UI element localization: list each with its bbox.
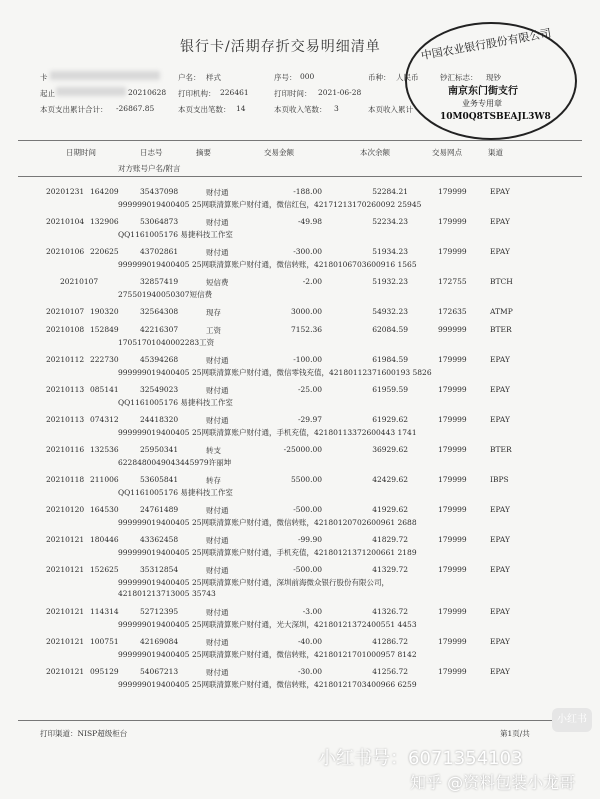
row-log-number: 52712395 [140,607,179,616]
row-summary: 转支 [206,446,221,455]
row-counterparty: 999999019400405 25网联清算账户财付通，微信转账，42180106703600916 1565 [118,260,417,269]
row-summary: 财付通 [206,188,229,197]
row-log-number: 42169084 [140,637,179,646]
print-org-label: 打印机构： [178,89,216,98]
row-channel: EPAY [490,355,510,364]
row-time: 085141 [90,385,119,394]
row-date: 20210121 [46,637,85,646]
row-log-number: 53605841 [140,475,179,484]
row-counterparty: 999999019400405 25网联清算账户财付通，微信红包，42171213170260092 25945 [118,200,422,209]
row-date: 20210107 [46,307,85,316]
row-time: 190320 [90,307,119,316]
row-counterparty: 999999019400405 25网联清算账户财付通，光大深圳，42180121372400551 4453 [118,620,417,629]
income-count-value: 3 [334,104,339,113]
row-amount: -25000.00 [283,445,322,454]
row-balance: 51932.23 [372,277,408,286]
total-value: -26867.85 [116,104,155,113]
income-total-label: 本页收入累计 [368,105,413,114]
row-log-number: 32549023 [140,385,179,394]
row-balance: 41829.72 [372,535,408,544]
row-log-number: 42216307 [140,325,179,334]
print-time-value: 2021-06-28 [318,88,362,97]
row-date: 20201231 [46,187,85,196]
row-amount: 7152.36 [290,325,322,334]
row-time: 132536 [90,445,119,454]
row-branch: 179999 [438,565,467,574]
row-balance: 51934.23 [372,247,408,256]
row-branch: 179999 [438,667,467,676]
row-amount: -2.00 [302,277,322,286]
row-balance: 61984.59 [372,355,408,364]
row-log-number: 24761489 [140,505,179,514]
col-summary: 摘要 [196,148,211,157]
table-bottom-rule [18,720,582,721]
row-date: 20210108 [46,325,85,334]
row-date: 20210121 [46,535,85,544]
row-channel: EPAY [490,505,510,514]
row-branch: 179999 [438,505,467,514]
row-summary: 财付通 [206,506,229,515]
row-summary: 财付通 [206,608,229,617]
row-channel: EPAY [490,385,510,394]
row-log-number: 32857419 [140,277,179,286]
row-channel: EPAY [490,247,510,256]
row-channel: EPAY [490,637,510,646]
row-channel: EPAY [490,607,510,616]
row-amount: -25.00 [297,385,322,394]
row-balance: 52284.21 [372,187,408,196]
row-amount: -49.98 [297,217,322,226]
row-balance: 42429.62 [372,475,408,484]
row-summary: 财付通 [206,638,229,647]
seal-bank-name: 中国农业银行股份有限公司 [419,26,553,63]
row-channel: EPAY [490,535,510,544]
row-summary: 财付通 [206,536,229,545]
row-counterparty: 999999019400405 25网联清算账户财付通，微信转账，42180121701000957 8142 [118,650,417,659]
period-end: 20210628 [128,88,167,97]
redacted-period-start [56,87,126,96]
row-summary: 财付通 [206,566,229,575]
row-balance: 41326.72 [372,607,408,616]
seq-label: 序号： [274,73,297,82]
row-balance: 36929.62 [372,445,408,454]
col-counterparty: 对方账号户名/附言 [118,164,181,173]
row-counterparty: 6228480049043445979许丽坤 [118,458,232,467]
row-time: 132906 [90,217,119,226]
row-summary: 财付通 [206,668,229,677]
row-amount: -30.00 [297,667,322,676]
col-amount: 交易金额 [264,148,294,157]
row-date: 20210121 [46,667,85,676]
row-log-number: 43702861 [140,247,179,256]
count-label: 本页支出笔数： [178,105,231,114]
row-time: 152625 [90,565,119,574]
row-time: 222730 [90,355,119,364]
watermark-xiaohongshu: 小红书号：6071354103 [318,748,523,769]
row-counterparty: QQ1161005176 易捷科技工作室 [118,488,233,497]
row-branch: 179999 [438,475,467,484]
row-channel: ATMP [490,307,513,316]
row-balance: 41256.72 [372,667,408,676]
row-log-number: 25950341 [140,445,179,454]
row-date: 20210106 [46,247,85,256]
row-balance: 41929.62 [372,505,408,514]
row-amount: -40.00 [297,637,322,646]
row-summary: 短信费 [206,278,229,287]
row-date: 20210118 [46,475,85,484]
row-date: 20210121 [46,565,85,574]
row-branch: 179999 [438,187,467,196]
row-counterparty: 999999019400405 25网联清算账户财付通，微信零钱充值，42180112371600193 5826 [118,368,432,377]
row-amount: 3000.00 [290,307,322,316]
row-amount: -100.00 [293,355,322,364]
row-log-number: 45394268 [140,355,179,364]
row-summary: 财付通 [206,356,229,365]
row-time: 152849 [90,325,119,334]
row-summary: 财付通 [206,416,229,425]
row-time: 164209 [90,187,119,196]
row-channel: BTER [490,445,512,454]
row-branch: 179999 [438,445,467,454]
row-time: 180446 [90,535,119,544]
row-branch: 999999 [438,325,467,334]
row-time: 100751 [90,637,119,646]
row-date: 20210107 [60,277,99,286]
row-date: 20210116 [46,445,85,454]
print-org-value: 226461 [220,88,249,97]
row-branch: 179999 [438,535,467,544]
row-balance: 41329.72 [372,565,408,574]
row-log-number: 53064873 [140,217,179,226]
row-channel: EPAY [490,217,510,226]
seq-value: 000 [300,72,315,81]
row-log-number: 35437098 [140,187,179,196]
row-branch: 179999 [438,637,467,646]
row-summary: 转存 [206,476,221,485]
total-label: 本页支出累计合计： [40,105,108,114]
print-channel: 打印渠道：NISP超级柜台 [40,729,128,738]
seal-branch: 南京东门街支行 [448,86,518,97]
row-summary: 现存 [206,308,221,317]
row-balance: 62084.59 [372,325,408,334]
row-branch: 179999 [438,217,467,226]
row-time: 074312 [90,415,119,424]
xiaohongshu-badge: 小红书 [552,708,592,732]
seal-purpose: 业务专用章 [462,99,502,108]
row-log-number: 24418320 [140,415,179,424]
row-branch: 179999 [438,415,467,424]
row-amount: -188.00 [293,187,322,196]
row-branch: 179999 [438,385,467,394]
row-date: 20210121 [46,607,85,616]
seal-code: 10M0Q8TSBEAJL3W8 [440,112,551,122]
currency-label: 币种： [368,73,391,82]
watermark-zhihu: 知乎 @资料包装小龙哥 [410,773,576,792]
row-amount: -500.00 [293,565,322,574]
row-time: 211006 [90,475,119,484]
row-summary: 财付通 [206,248,229,257]
col-balance: 本次余额 [360,148,390,157]
row-time: 164530 [90,505,119,514]
row-log-number: 32564308 [140,307,179,316]
table-top-rule [18,140,582,141]
row-date: 20210120 [46,505,85,514]
col-channel: 渠道 [488,148,503,157]
row-counterparty: QQ1161005176 易捷科技工作室 [118,230,233,239]
row-counterparty: 17051701040002283工资 [118,338,215,347]
cashflag-label: 钞汇标志： [440,73,478,82]
row-counterparty: 999999019400405 25网联清算账户财付通，手机充值，42180113372600443 1741 [118,428,417,437]
currency-value: 人民币 [396,73,419,82]
cashflag-value: 现钞 [486,73,501,82]
row-time: 220625 [90,247,119,256]
row-channel: EPAY [490,187,510,196]
row-amount: -29.97 [297,415,322,424]
income-count-label: 本页收入笔数： [274,105,327,114]
name-label: 户名： [178,73,201,82]
page-indicator: 第1页/共 [500,729,530,738]
row-amount: 5500.00 [290,475,322,484]
row-branch: 179999 [438,355,467,364]
col-datetime: 日期时间 [66,148,96,157]
row-date: 20210112 [46,355,85,364]
row-counterparty: 999999019400405 25网联清算账户财付通，微信转账，42180121703400966 6259 [118,680,417,689]
col-log: 日志号 [140,148,163,157]
row-date: 20210113 [46,385,85,394]
row-summary: 财付通 [206,386,229,395]
row-time: 095129 [90,667,119,676]
row-branch: 172635 [438,307,467,316]
row-counterparty: 999999019400405 25网联清算账户财付通，深圳前海微众银行股份有限公司， [118,578,390,587]
row-counterparty: 999999019400405 25网联清算账户财付通，微信转账，42180120702600961 2688 [118,518,417,527]
row-counterparty: QQ1161005176 易捷科技工作室 [118,398,233,407]
row-channel: BTCH [490,277,513,286]
row-amount: -300.00 [293,247,322,256]
name-value: 样式 [206,73,221,82]
row-date: 20210104 [46,217,85,226]
row-branch: 179999 [438,607,467,616]
row-log-number: 35312854 [140,565,179,574]
card-label: 卡 [40,73,48,82]
row-summary: 工资 [206,326,221,335]
row-balance: 61959.59 [372,385,408,394]
row-log-number: 54067213 [140,667,179,676]
count-value: 14 [236,104,246,113]
col-branch: 交易网点 [432,148,462,157]
row-balance: 61929.62 [372,415,408,424]
statement-title: 银行卡/活期存折交易明细清单 [180,39,381,55]
row-amount: -99.90 [297,535,322,544]
row-counterparty-cont: 421801213713005 35743 [118,589,216,598]
row-channel: EPAY [490,565,510,574]
row-amount: -500.00 [293,505,322,514]
period-label: 起止 [40,89,55,98]
row-channel: BTER [490,325,512,334]
row-channel: EPAY [490,667,510,676]
row-branch: 172755 [438,277,467,286]
row-date: 20210113 [46,415,85,424]
row-summary: 财付通 [206,218,229,227]
row-amount: -3.00 [302,607,322,616]
table-header-rule [18,176,582,177]
row-channel: IBPS [490,475,509,484]
row-log-number: 43362458 [140,535,179,544]
row-branch: 179999 [438,247,467,256]
row-balance: 54932.23 [372,307,408,316]
redacted-card-number [50,71,160,80]
row-counterparty: 999999019400405 25网联清算账户财付通，手机充值，42180121371200661 2189 [118,548,417,557]
row-time: 114314 [90,607,119,616]
row-balance: 52234.23 [372,217,408,226]
print-time-label: 打印时间： [274,89,312,98]
row-counterparty: 275501940050307短信费 [118,290,213,299]
row-channel: EPAY [490,415,510,424]
row-balance: 41286.72 [372,637,408,646]
